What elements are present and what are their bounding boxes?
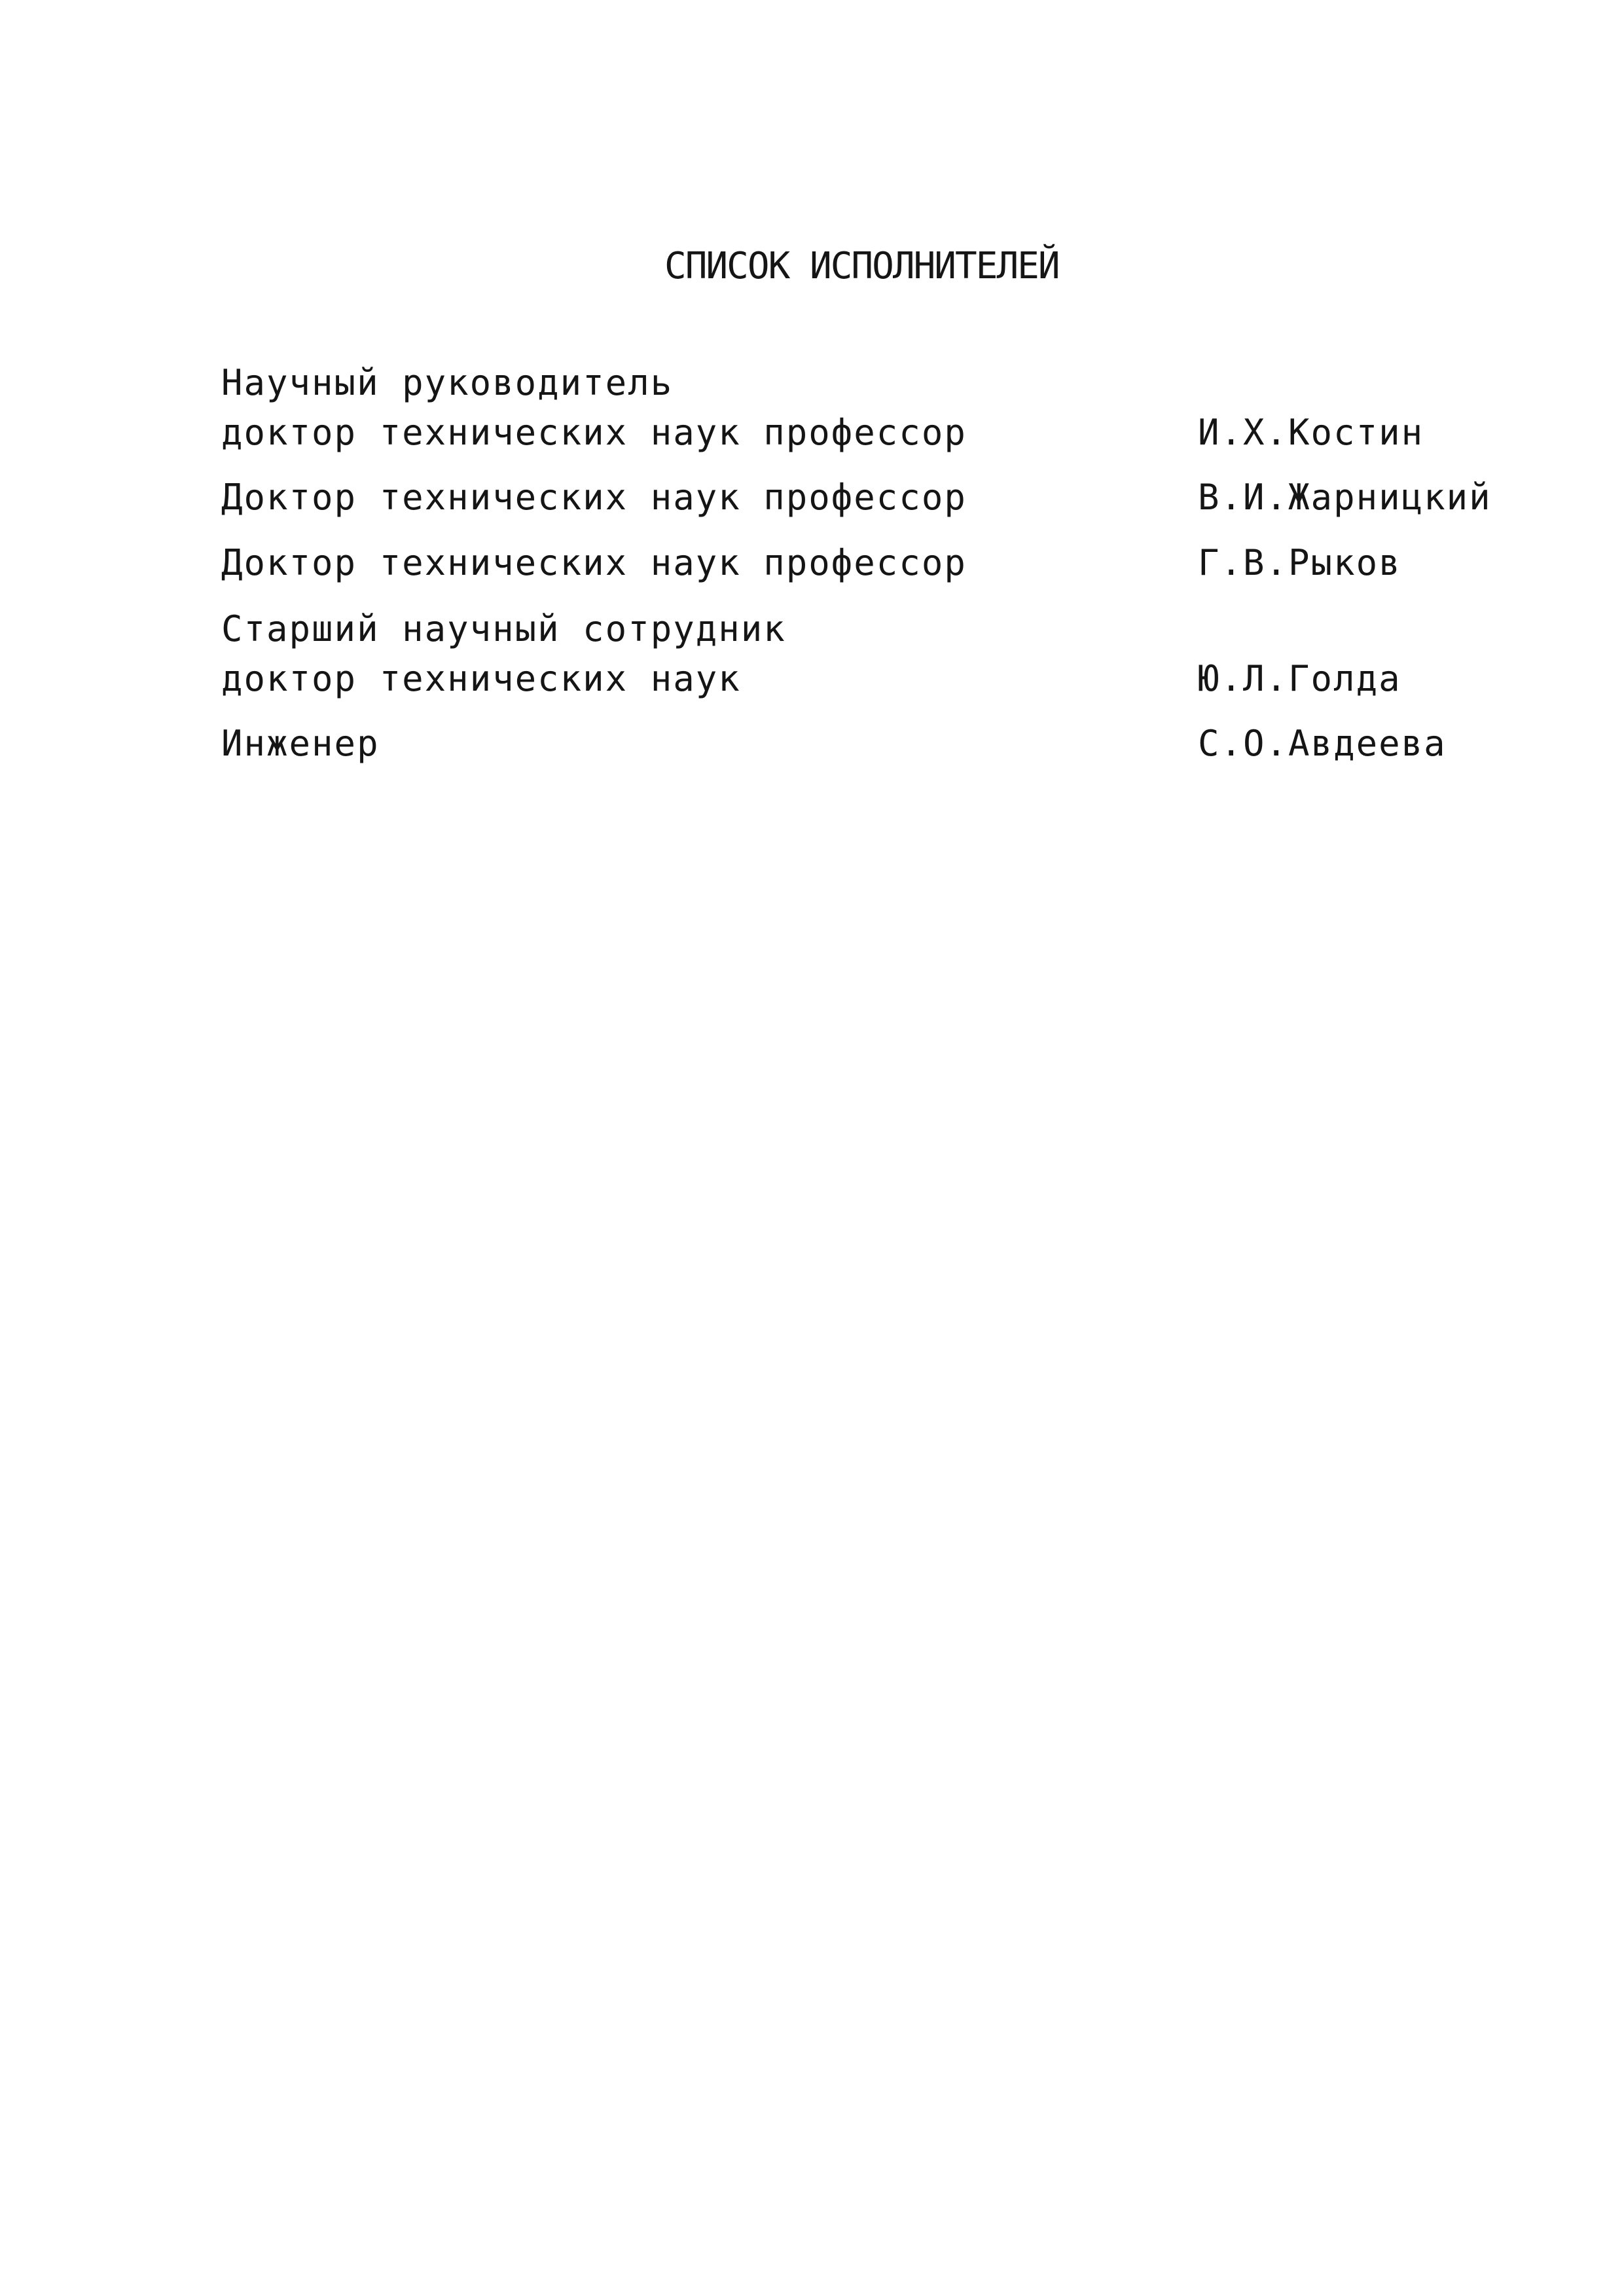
executor-2-position-line1: Доктор технических наук профессор — [221, 477, 967, 518]
executor-3-position-line1: Доктор технических наук профессор — [221, 542, 967, 583]
executor-5-position-line1: Инженер — [221, 723, 380, 764]
executor-3-name: Г.В.Рыков — [1198, 542, 1401, 583]
executor-1-name: И.Х.Костин — [1198, 412, 1424, 453]
executor-1-position-line2: доктор технических наук профессор — [221, 412, 967, 453]
executor-2-name: В.И.Жарницкий — [1198, 477, 1492, 518]
executor-4-position-line2: доктор технических наук — [221, 658, 741, 699]
page-title: СПИСОК ИСПОЛНИТЕЛЕЙ — [664, 245, 1059, 287]
executor-1-position-line1: Научный руководитель — [221, 362, 674, 403]
executor-4-name: Ю.Л.Голда — [1198, 658, 1401, 699]
executor-4-position-line1: Старший научный сотрудник — [221, 608, 786, 649]
executor-5-name: С.О.Авдеева — [1198, 723, 1447, 764]
